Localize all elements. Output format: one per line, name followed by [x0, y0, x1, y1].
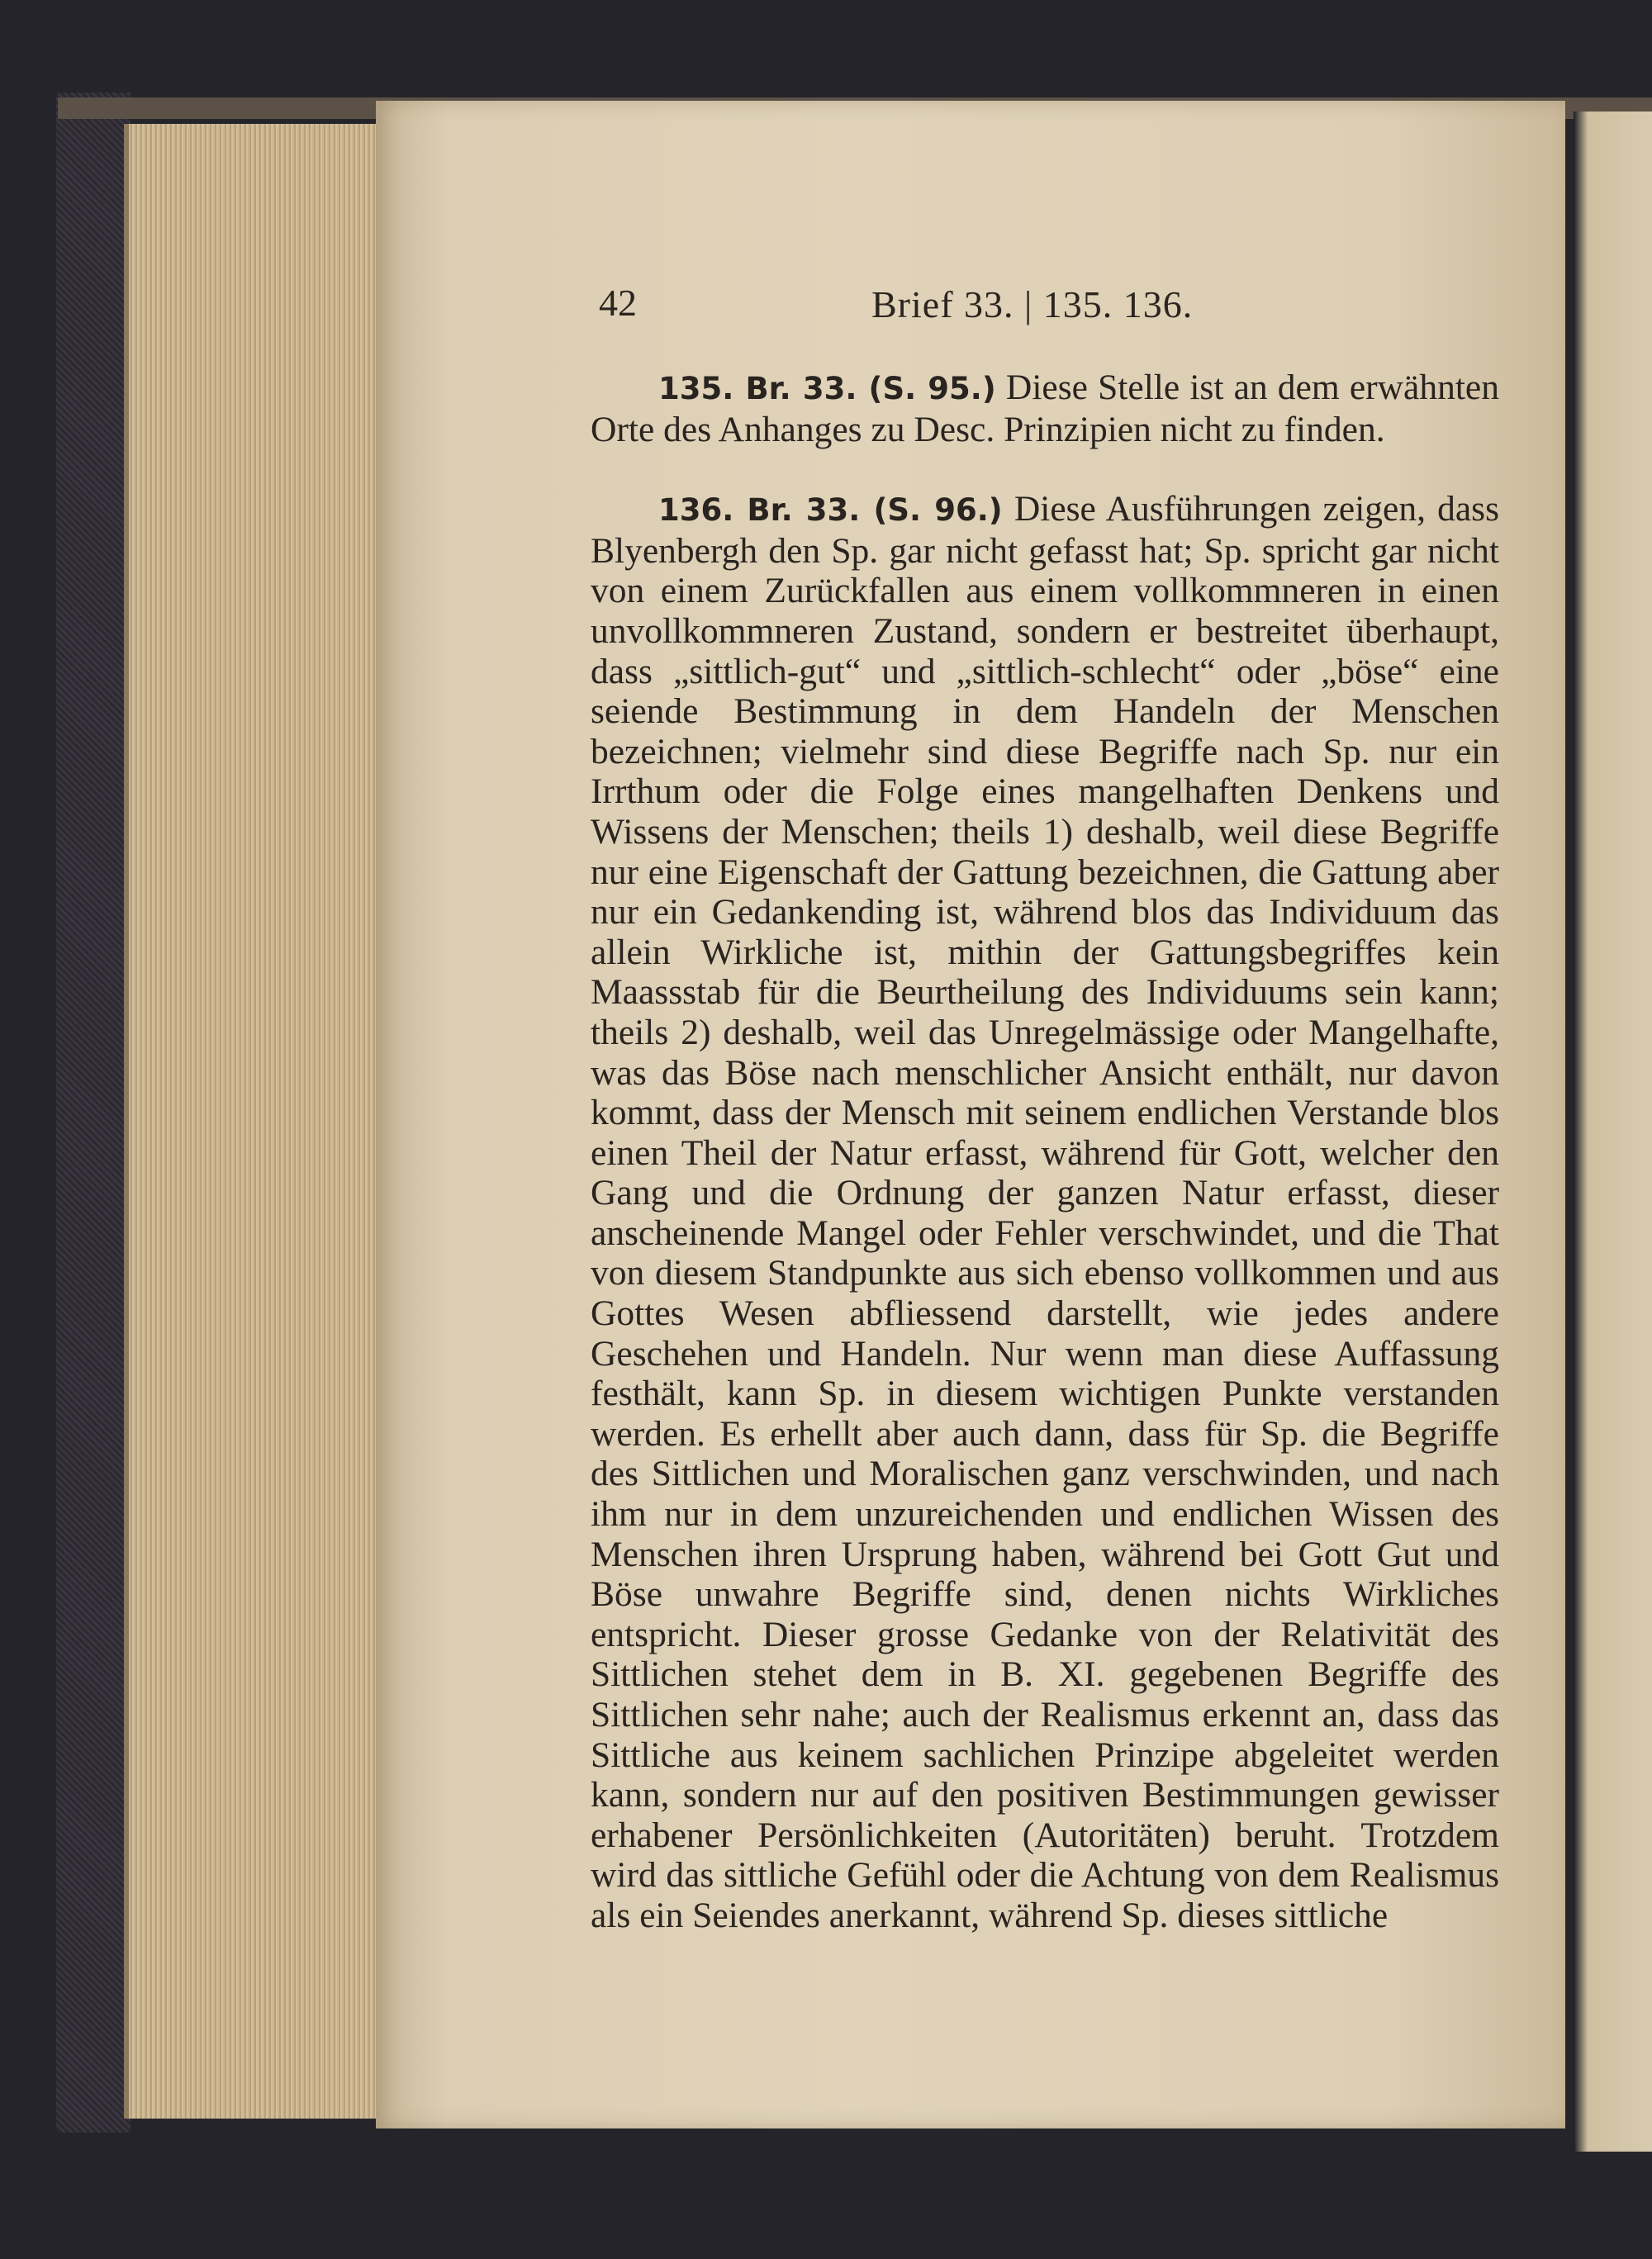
note-135 — [591, 368, 1499, 449]
book-cover-spine — [56, 93, 131, 2133]
facing-page-edge — [1574, 112, 1652, 2152]
page-body — [591, 368, 1499, 1936]
note-text: Diese Ausführungen zeigen, dass Blyenbergh den Sp. gar nicht gefasst hat; Sp. spricht gar nicht von einem Zurückfallen aus einem vollkommneren in einen unvollkommneren Zustand, sondern er bestreitet überhaupt, dass „sittlich-gut“ und „sittlich-schlecht“ oder „böse“ eine seiende Bestimmung in dem Handeln der Menschen bezeichnen; vielmehr sind diese Begriffe nach Sp. nur ein Irrthum oder die Folge eines mangelhaften Denkens und Wissens der Menschen; theils 1) deshalb, weil diese Begriffe nur eine Eigenschaft der Gattung bezeichnen, die Gattung aber nur ein Gedankending ist, während blos das Individuum das allein Wirkliche ist, mithin der Gattungsbegriffes kein Maassstab für die Beurtheilung des Individuums sein kann; theils 2) deshalb, weil das Unregelmässige oder Mangelhafte, was das Böse nach menschlicher Ansicht enthält, nur davon kommt, dass der Mensch mit seinem endlichen Verstande blos einen Theil der Natur erfasst, während für Gott, welcher den Gang und die Ordnung der ganzen Natur erfasst, dieser anscheinende Mangel oder Fehler verschwindet, und die That von diesem Standpunkte aus sich ebenso vollkommen und aus Gottes Wesen abfliessend darstellt, wie jedes andere Geschehen und Handeln. Nur wenn man diese Auffassung festhält, kann Sp. in diesem wichtigen Punkte verstanden werden. Es erhellt aber auch dann, dass für Sp. die Begriffe des Sittlichen und Moralischen ganz verschwinden, und nach ihm nur in dem unzureichenden und endlichen Wissen des Menschen ihren Ursprung haben, während bei Gott Gut und Böse unwahre Begriffe sind, denen nichts Wirkliches entspricht. Dieser grosse Gedanke von der Relativität des Sittlichen stehet dem in B. XI. gegebenen Begriffe des Sittlichen sehr nahe; auch der Realismus erkennt an, dass das Sittliche aus keinem sachlichen Prinzipe abgeleitet werden kann, sondern nur auf den positiven Bestimmungen gewisser erhabener Persönlichkeiten (Autoritäten) beruht. Trotzdem wird das sittliche Gefühl oder die Achtung von dem Realismus als ein Seiendes anerkannt, während Sp. dieses sittliche — [591, 489, 1500, 1935]
note-136 — [591, 489, 1499, 1935]
note-reference: 135. Br. 33. (S. 95.) — [658, 371, 996, 406]
page-number: 42 — [599, 282, 637, 324]
note-text: Diese Stelle ist an dem erwähnten Orte des Anhanges zu Desc. Prinzipien nicht zu finden. — [591, 368, 1499, 449]
note-reference: 136. Br. 33. (S. 96.) — [658, 492, 1003, 529]
running-title: Brief 33. | 135. 136. — [871, 283, 1194, 325]
page-edges — [124, 124, 414, 2119]
